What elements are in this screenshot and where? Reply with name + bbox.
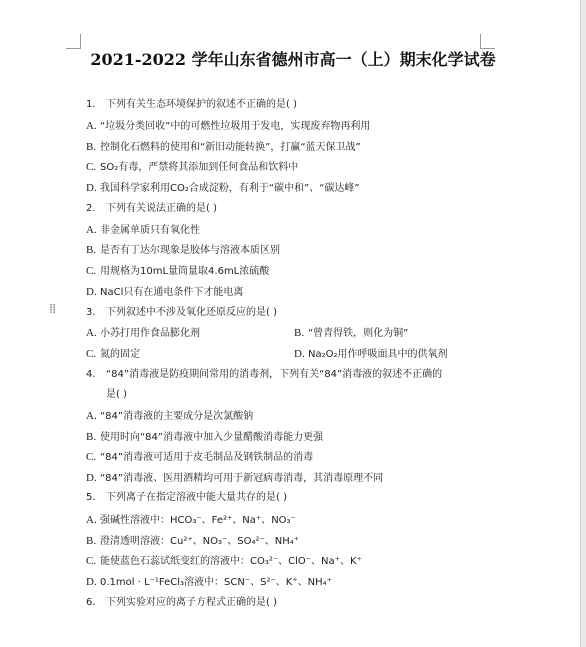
option-text: “84”消毒液可适用于皮毛制品及钢铁制品的消毒 (100, 452, 314, 463)
option-label: D. (86, 472, 97, 484)
question-number: 3. (86, 307, 96, 318)
option-label: D. (294, 348, 305, 360)
option-label: A. (86, 410, 97, 422)
option-label: A. (86, 514, 97, 526)
question-stem (86, 492, 287, 504)
option-line (86, 120, 370, 133)
document-title: 2021-2022 学年山东省德州市高一（上）期末化学试卷 (90, 50, 496, 69)
option-line (86, 182, 360, 195)
option-label: B. (86, 141, 97, 153)
option-line (86, 141, 361, 154)
question-number: 2. (86, 203, 96, 214)
option-text: NaCl只有在通电条件下才能电离 (100, 287, 244, 298)
option-text: 使用时向“84”消毒液中加入少量醋酸消毒能力更强 (100, 432, 324, 443)
option-label: D. (86, 182, 97, 194)
option-text: “84”消毒液的主要成分是次氯酸钠 (100, 411, 254, 422)
question-number: 1. (86, 99, 96, 110)
option-label: A. (86, 120, 97, 132)
question-stem-continuation: 是( ) (106, 389, 127, 400)
option-label: D. (86, 286, 97, 298)
option-text: 氮的固定 (100, 349, 140, 360)
question-number: 6. (86, 597, 96, 608)
question-stem (86, 369, 442, 381)
option-line (86, 451, 313, 464)
option-label: B. (86, 244, 97, 256)
question-stem (86, 307, 277, 319)
option-label: C. (86, 348, 97, 360)
option-label: A. (86, 327, 97, 339)
option-line (86, 327, 200, 340)
question-stem (86, 597, 277, 609)
option-line (86, 535, 299, 548)
option-label: D. (86, 576, 97, 588)
option-label: B. (86, 535, 97, 547)
option-line (86, 576, 332, 589)
option-text: Na₂O₂用作呼吸面具中的供氧剂 (308, 349, 448, 360)
option-line (86, 265, 269, 278)
option-line (86, 244, 280, 257)
option-label: C. (86, 451, 97, 463)
option-line (86, 514, 296, 527)
option-label: C. (86, 161, 97, 173)
question-text: 下列实验对应的离子方程式正确的是( ) (106, 597, 277, 608)
option-text: 0.1mol · L⁻¹FeCl₃溶液中：SCN⁻、S²⁻、K⁺、NH₄⁺ (100, 577, 332, 588)
option-label: A. (86, 224, 97, 236)
option-line (86, 431, 323, 444)
option-text: “曾青得铁，则化为铜” (308, 328, 409, 339)
option-text: 我国科学家利用CO₂合成淀粉，有利于“碳中和”、“碳达峰” (100, 183, 360, 194)
option-line (86, 555, 362, 568)
question-number: 5. (86, 492, 96, 503)
question-number: 4. (86, 369, 96, 380)
option-line (294, 348, 448, 361)
question-text: 下列有关生态环境保护的叙述不正确的是( ) (106, 99, 297, 110)
option-label: B. (86, 431, 97, 443)
option-text: 非金属单质只有氧化性 (100, 225, 200, 236)
option-line (86, 410, 253, 423)
option-label: C. (86, 555, 97, 567)
option-text: “垃圾分类回收”中的可燃性垃圾用于发电，实现废弃物再利用 (100, 121, 371, 132)
question-stem (86, 203, 217, 215)
option-line (86, 472, 383, 485)
option-line (86, 286, 243, 299)
option-label: C. (86, 265, 97, 277)
option-text: 强碱性溶液中：HCO₃⁻、Fe²⁺、Na⁺、NO₃⁻ (100, 515, 296, 526)
option-line (86, 161, 298, 174)
option-line (294, 327, 408, 340)
option-text: 能使蓝色石蕊试纸变红的溶液中：CO₃²⁻、ClO⁻、Na⁺、K⁺ (100, 556, 362, 567)
question-stem (86, 99, 297, 111)
option-text: 用规格为10mL量筒量取4.6mL浓硫酸 (100, 266, 270, 277)
question-text: 下列有关说法正确的是( ) (106, 203, 217, 214)
drag-handle-icon[interactable]: ⁞⁞ (49, 302, 56, 317)
option-label: B. (294, 327, 305, 339)
option-text: 是否有丁达尔现象是胶体与溶液本质区别 (100, 245, 280, 256)
option-line (86, 348, 140, 361)
option-text: 澄清透明溶液：Cu²⁺、NO₃⁻、SO₄²⁻、NH₄⁺ (100, 536, 300, 547)
option-text: 控制化石燃料的使用和“新旧动能转换”，打赢“蓝天保卫战” (100, 142, 361, 153)
question-text: 下列叙述中不涉及氧化还原反应的是( ) (106, 307, 277, 318)
option-text: SO₂有毒，严禁将其添加到任何食品和饮料中 (100, 162, 299, 173)
option-text: “84”消毒液、医用酒精均可用于新冠病毒消毒，其消毒原理不同 (100, 473, 384, 484)
option-line (86, 224, 200, 237)
question-text: 下列离子在指定溶液中能大量共存的是( ) (106, 492, 287, 503)
question-text: “84”消毒液是防疫期间常用的消毒剂，下列有关“84”消毒液的叙述不正确的 (106, 369, 443, 380)
option-text: 小苏打用作食品膨化剂 (100, 328, 200, 339)
